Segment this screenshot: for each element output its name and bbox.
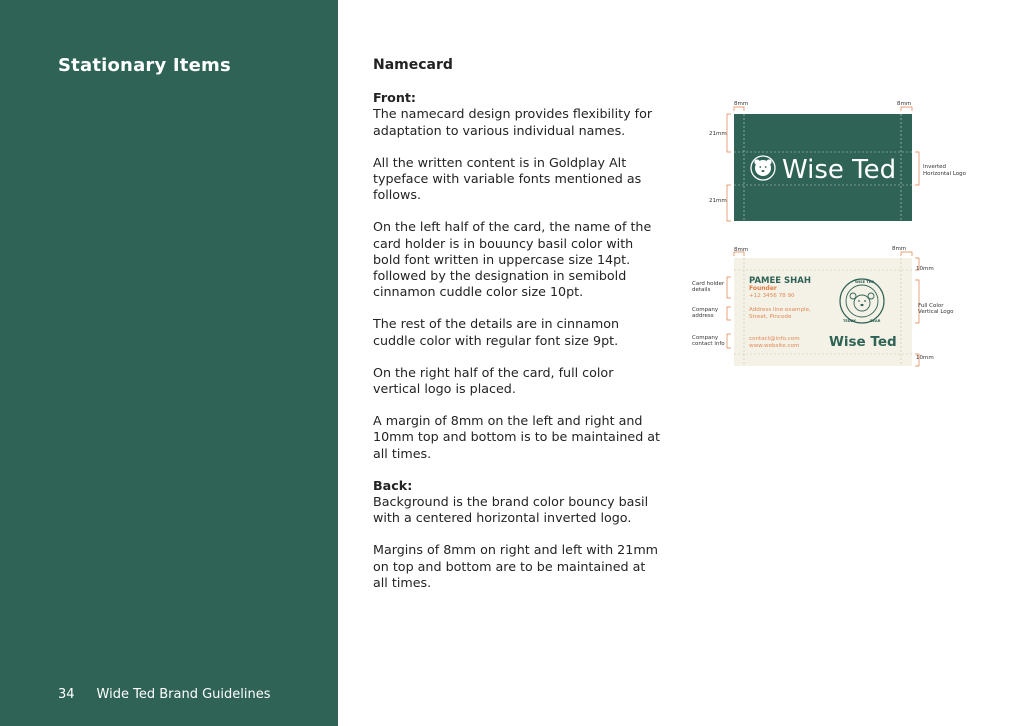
label-address-2: address [692,313,714,319]
front-paragraph-4: The rest of the details are in cinnamon cuddle color with regular font size 9pt. [373,316,620,348]
back-dim-left: 8mm [734,101,749,107]
front-text-1: The namecard design provides flexibility for adaptation to various individual names. [373,106,653,138]
footer-text: Wide Ted Brand Guidelines [96,687,271,702]
front-dim-bottom: 10mm [916,355,934,361]
front-paragraph-3: On the left half of the card, the name of the card holder is in bouuncy basil color with bold font written in uppercase size 14pt. followed by the designation in semibold cinnamon cuddle color size 10pt. [373,219,652,300]
back-heading: Back: [373,477,413,493]
label-contact-1: Company [692,335,719,341]
back-paragraph-2: Margins of 8mm on right and left with 21mm on top and bottom are to be maintained at all times. [373,542,659,590]
card-address-1: Address line example, [749,307,811,313]
label-holder-1: Card holder [692,281,725,287]
back-dim-bottom: 21mm [709,198,727,204]
front-paragraph-2: All the written content is in Goldplay Alt typeface with variable fonts mentioned as follows. [373,154,642,203]
front-annotation-1: Full Color [918,303,944,309]
front-dim-top: 10mm [916,266,934,272]
page-number: 34 [58,687,75,702]
front-logo-text: Wise Ted [829,334,897,350]
back-dim-right: 8mm [897,101,912,107]
back-dim-top: 21mm [709,131,727,137]
front-heading: Front: [373,90,416,106]
card-holder-name: PAMEE SHAH [749,276,811,286]
badge-left-text: TEDDY [843,319,856,323]
card-address-2: Street, Pincode [749,314,792,320]
section-title: Namecard [373,57,453,73]
badge-top-text: WISE TED [855,280,874,284]
front-card-diagram [692,246,954,366]
front-paragraph-5: On the right half of the card, full color vertical logo is placed. [373,364,614,397]
back-annotation-1: Inverted [923,164,947,170]
card-website: www.website.com [749,343,800,349]
back-card-diagram [709,101,967,221]
front-paragraph-6: A margin of 8mm on the left and right and 10mm top and bottom is to be maintained at all times. [373,413,661,461]
label-holder-2: details [692,287,711,293]
label-address-1: Company [692,307,719,313]
back-text-1: Background is the brand color bouncy basil with a centered horizontal inverted logo. [373,494,649,526]
card-phone: +12 3456 78 90 [749,293,795,299]
back-annotation-2: Horizontal Logo [923,171,967,177]
badge-right-text: BEAR [870,319,881,323]
front-annotation-2: Vertical Logo [918,309,954,315]
page-title: Stationary Items [58,55,231,76]
card-email: contact@info.com [749,336,800,342]
front-dim-right: 8mm [892,246,907,252]
label-contact-2: contact info [692,341,725,347]
back-logo-text: Wise Ted [782,155,897,185]
card-holder-role: Founder [749,285,777,292]
front-dim-left: 8mm [734,247,749,253]
